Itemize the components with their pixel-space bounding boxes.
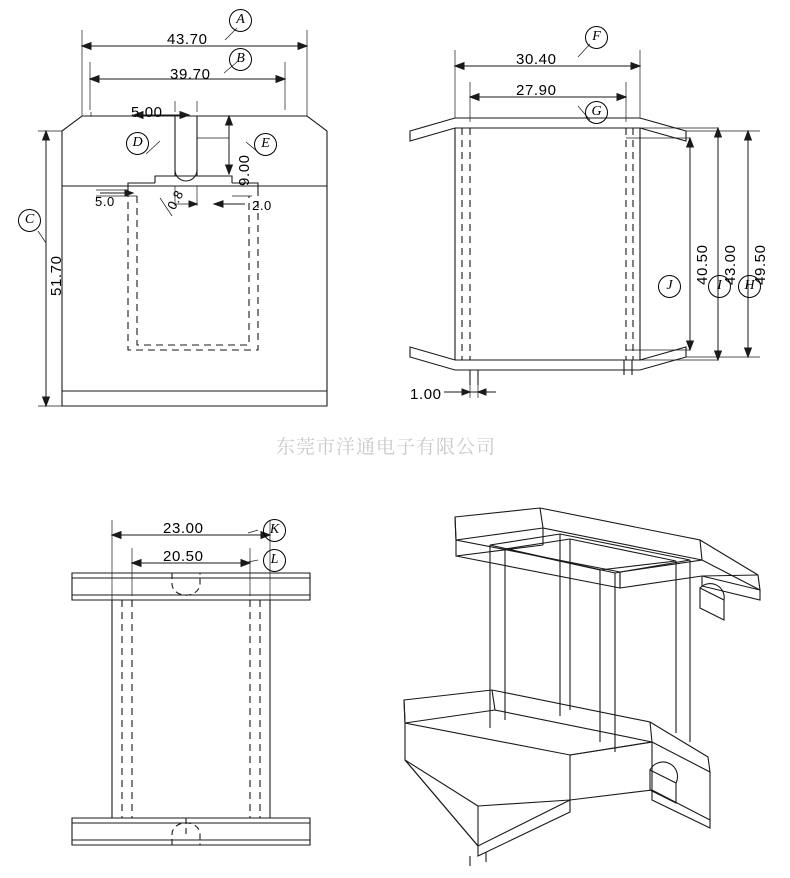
dim-front-a-value: 43.70	[167, 31, 208, 48]
dim-side-j-value: 40.50	[694, 244, 711, 285]
dim-front-b-value: 39.70	[170, 66, 211, 83]
balloon-b: B	[229, 48, 252, 71]
front-view-outline	[62, 116, 327, 406]
isometric-view-outline	[404, 508, 760, 866]
dim-side-f-value: 30.40	[516, 51, 557, 68]
balloon-j: J	[658, 275, 681, 298]
dim-front-notch-width: 5.0	[95, 194, 115, 209]
dim-side-h-value: 49.50	[752, 244, 769, 285]
balloon-i: I	[708, 275, 731, 298]
balloon-h: H	[738, 275, 761, 298]
balloon-f: F	[585, 26, 608, 49]
dim-bottom-k-value: 23.00	[163, 520, 204, 537]
balloon-k: K	[263, 519, 286, 542]
balloon-d: D	[126, 132, 149, 155]
dim-side-g-value: 27.90	[516, 82, 557, 99]
dim-front-d-value: 5.00	[131, 104, 163, 121]
balloon-c: C	[18, 209, 41, 232]
dim-side-i-value: 43.00	[722, 244, 739, 285]
balloon-e: E	[254, 133, 277, 156]
balloon-l: L	[263, 549, 286, 572]
dim-front-c-value: 51.70	[48, 255, 65, 296]
balloon-g: G	[585, 101, 608, 124]
dim-bottom-l-value: 20.50	[163, 548, 204, 565]
dim-front-e-value: 9.00	[236, 154, 253, 186]
dim-side-flange-thickness: 1.00	[410, 386, 442, 403]
side-view-outline	[410, 118, 686, 385]
bottom-view-outline	[72, 573, 310, 845]
company-watermark: 东莞市洋通电子有限公司	[276, 436, 497, 458]
balloon-a: A	[229, 9, 252, 32]
dim-front-pin-pitch: 2.0	[252, 198, 272, 213]
dim-front-rib-thickness: 0.8	[164, 187, 187, 213]
